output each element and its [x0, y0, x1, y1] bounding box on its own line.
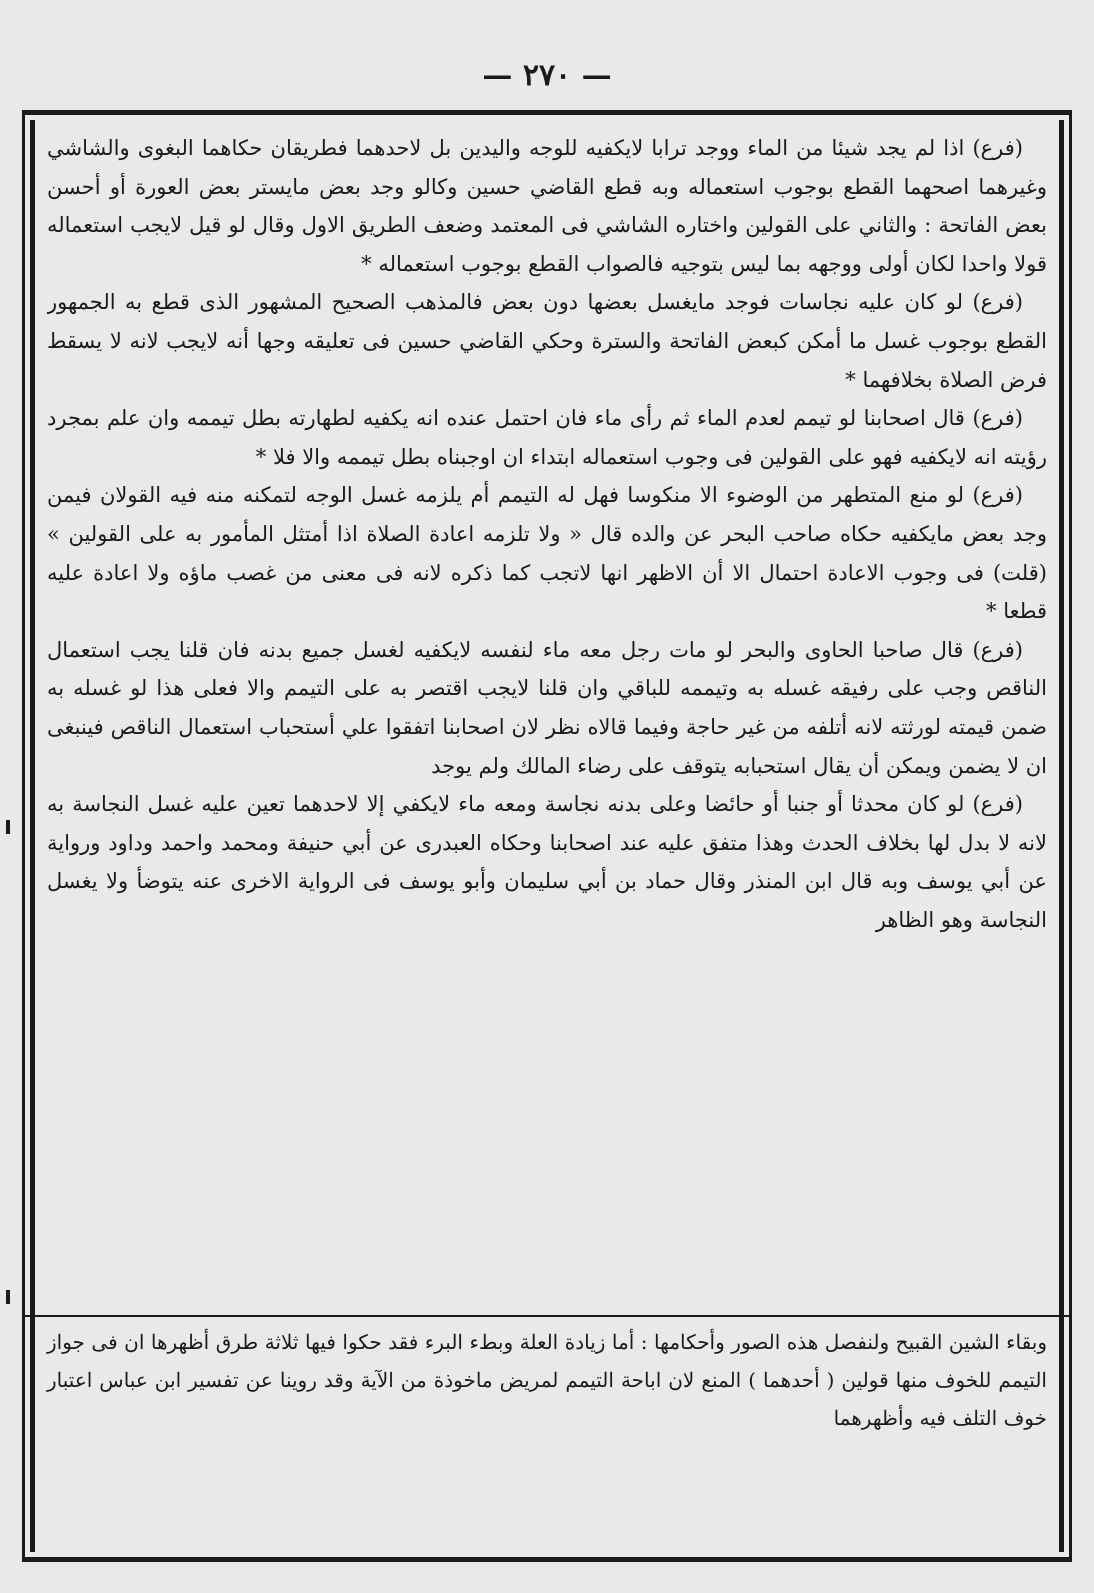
main-text [47, 129, 1047, 1309]
page-number: — ٢٧٠ — [482, 58, 612, 93]
page-frame [22, 110, 1072, 1562]
paragraph-far-4: (فرع) لو منع المتطهر من الوضوء الا منكوسا فهل له التيمم أم يلزمه غسل الوجه لتمكنه منه فيه القولان فيمن وجد بعض مايكفيه حكاه صاحب البحر عن والده قال « ولا تلزمه اعادة الصلاة اذا أمتثل المأمور به على القولين » (قلت) فى وجوب الاعادة احتمال الا أن الاظهر انها لاتجب كما ذكره لانه فى معنى من غصب ماؤه ولا اعادة عليه قطعا * [47, 483, 1047, 624]
paragraph-far-3: (فرع) قال اصحابنا لو تيمم لعدم الماء ثم رأى ماء فان احتمل عنده انه يكفيه لطهارته بطل تيممه وان علم بمجرد رؤيته انه لايكفيه فهو على القولين فى وجوب استعماله ابتداء ان اوجبناه بطل تيممه والا فلا * [47, 406, 1047, 469]
paragraph-far-6: (فرع) لو كان محدثا أو جنبا أو حائضا وعلى بدنه نجاسة ومعه ماء لايكفي إلا لاحدهما تعين عليه غسل النجاسة به لانه لا بدل لها بخلاف الحدث وهذا متفق عليه عند اصحابنا وحكاه العبدرى عن أبي حنيفة ومحمد واحمد وداود ورواية عن أبي يوسف وبه قال ابن المنذر وقال حماد بن أبي سليمان وأبو يوسف فى الرواية الاخرى عنه يتوضأ ولا يغسل النجاسة وهو الظاهر [47, 792, 1047, 932]
paragraph-far-5: (فرع) قال صاحبا الحاوى والبحر لو مات رجل معه ماء لنفسه لايكفيه لغسل جميع بدنه فان قلنا يجب استعمال الناقص وجب على رفيقه غسله به وتيممه للباقي وان قلنا لايجب اقتصر به على التيمم والا فعلى هذا لو غسله به ضمن قيمته لورثته لانه أتلفه من غير حاجة وفيما قالاه نظر لان اصحابنا اتفقوا علي أستحباب استعمال الناقص فينبغى ان لا يضمن ويمكن أن يقال استحبابه يتوقف على رضاء المالك ولم يوجد [47, 637, 1047, 778]
footnote-text: وبقاء الشين القبيح ولنفصل هذه الصور وأحكامها : أما زيادة العلة وبطء البرء فقد حكوا فيها ثلاثة طرق أظهرها ان فى جواز التيمم للخوف منها قولين ( أحدهما ) المنع لان اباحة التيمم لمريض ماخوذة من الآية وقد روينا عن تفسير ابن عباس اعتبار خوف التلف فيه وأظهرهما [47, 1330, 1047, 1430]
paragraph-far-1: (فرع) اذا لم يجد شيئا من الماء ووجد ترابا لايكفيه للوجه واليدين بل لاحدهما فطريقان حكاهما البغوى والشاشي وغيرهما اصحهما القطع بوجوب استعماله وبه قطع القاضي حسين وكالو وجد بعض مايستر بعض العورة أو أحسن بعض الفاتحة : والثاني على القولين واختاره الشاشي فى المعتمد وضعف الطريق الاول وقال لو قيل لايجب استعماله قولا واحدا لكان أولى ووجهه بما ليس بتوجيه فالصواب القطع بوجوب استعماله * [47, 136, 1047, 276]
margin-mark [6, 1290, 10, 1304]
page-body [47, 129, 1047, 1547]
paragraph-far-2: (فرع) لو كان عليه نجاسات فوجد مايغسل بعضها دون بعض فالمذهب الصحيح المشهور الذى قطع به الجمهور القطع بوجوب غسل ما أمكن كبعض الفاتحة والسترة وحكي القاضي حسين فى تعليقه وجها أنه لايجب لانه لا يسقط فرض الصلاة بخلافهما * [47, 290, 1047, 392]
footnote-divider [25, 1315, 1069, 1317]
margin-mark [6, 820, 10, 834]
